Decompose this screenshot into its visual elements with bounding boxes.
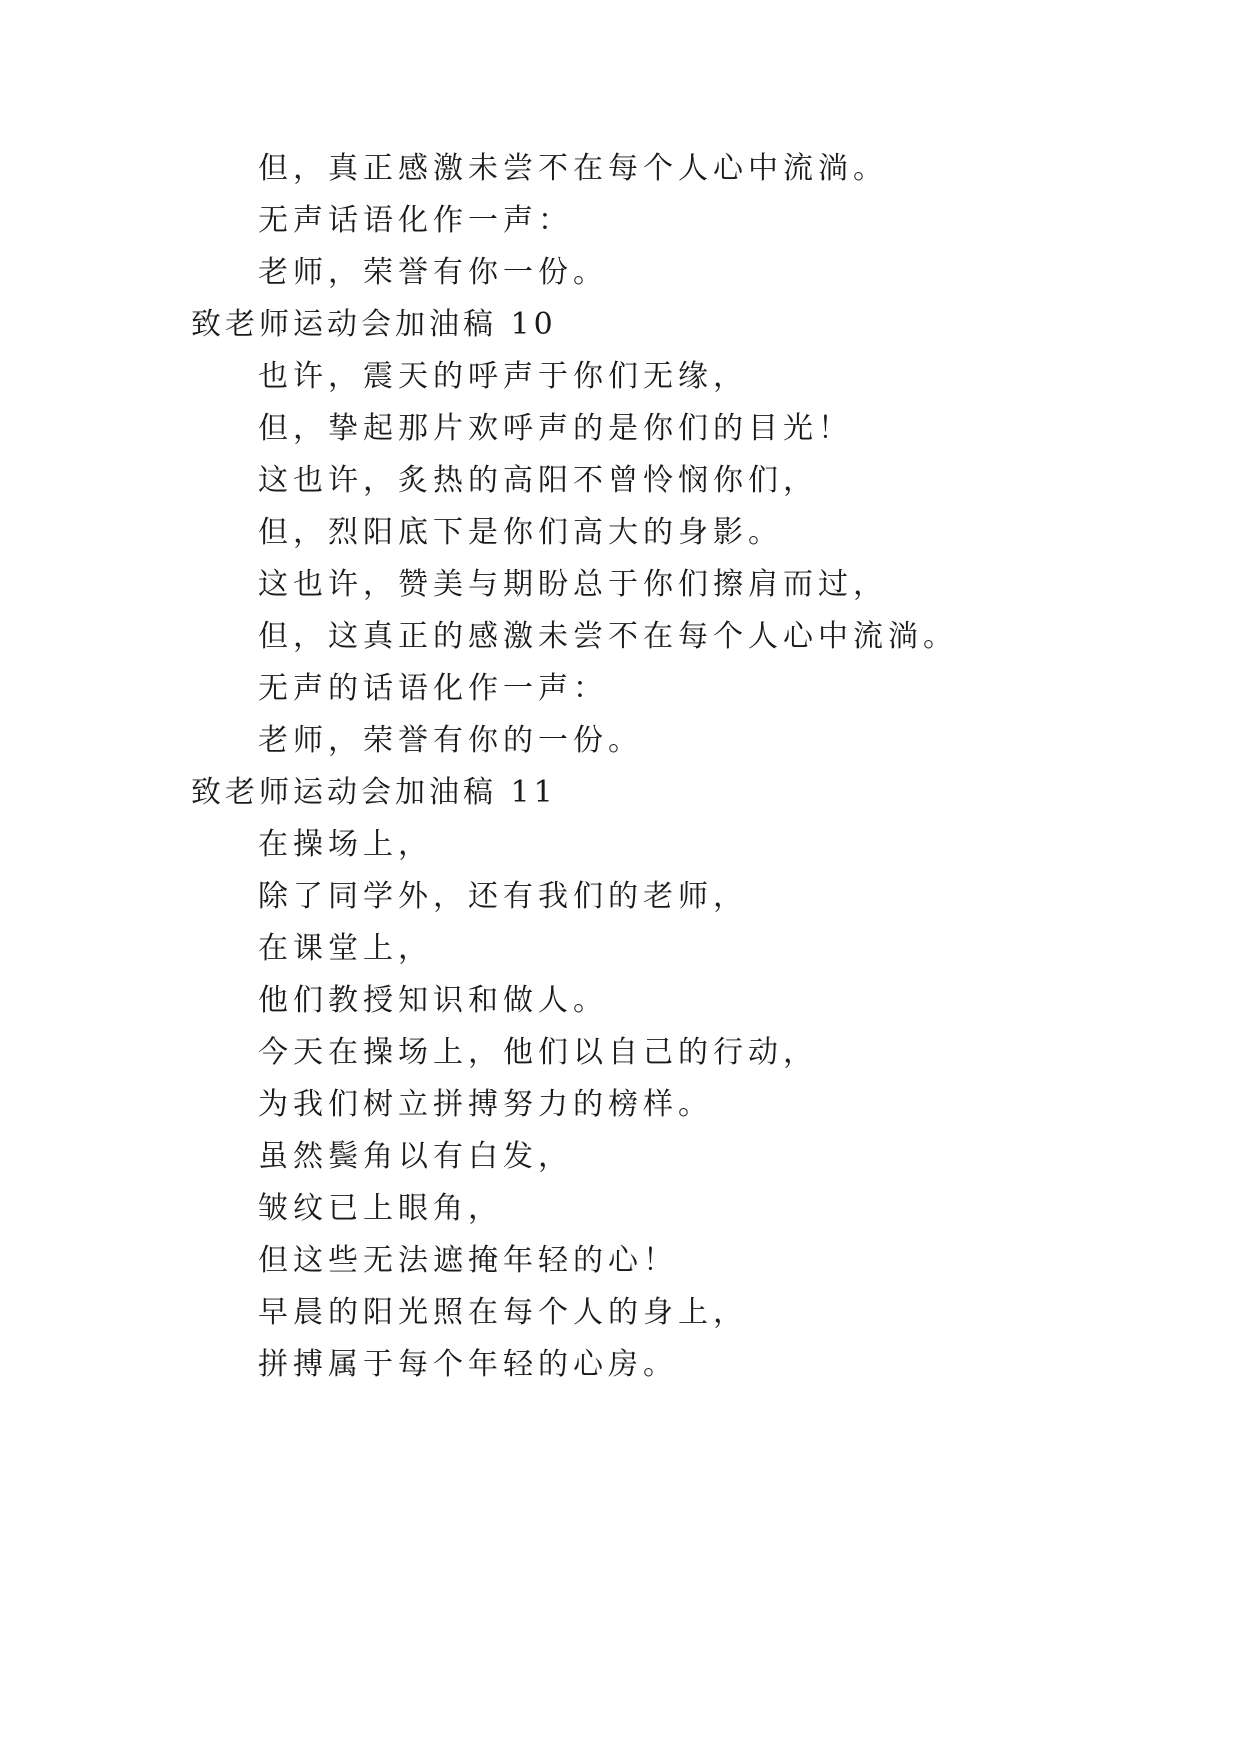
section-heading: 致老师运动会加油稿 11 bbox=[191, 775, 557, 810]
section-heading: 致老师运动会加油稿 10 bbox=[191, 307, 557, 342]
poem-line: 虽然鬓角以有白发， bbox=[258, 1139, 573, 1174]
poem-line: 这也许，赞美与期盼总于你们擦肩而过， bbox=[258, 567, 888, 602]
poem-line: 但，真正感激未尝不在每个人心中流淌。 bbox=[258, 151, 888, 186]
poem-line: 在课堂上， bbox=[258, 931, 433, 966]
poem-line: 但，挚起那片欢呼声的是你们的目光！ bbox=[258, 411, 853, 446]
poem-line: 这也许，炙热的高阳不曾怜悯你们， bbox=[258, 463, 818, 498]
poem-line: 无声话语化作一声： bbox=[258, 203, 573, 238]
poem-line: 也许，震天的呼声于你们无缘， bbox=[258, 359, 748, 394]
poem-line: 但，烈阳底下是你们高大的身影。 bbox=[258, 515, 783, 550]
poem-line: 今天在操场上，他们以自己的行动， bbox=[258, 1035, 818, 1070]
poem-line: 他们教授知识和做人。 bbox=[258, 983, 608, 1018]
poem-line: 为我们树立拼搏努力的榜样。 bbox=[258, 1087, 713, 1122]
poem-line: 但，这真正的感激未尝不在每个人心中流淌。 bbox=[258, 619, 958, 654]
poem-line: 老师，荣誉有你一份。 bbox=[258, 255, 608, 290]
poem-line: 早晨的阳光照在每个人的身上， bbox=[258, 1295, 748, 1330]
poem-line: 皱纹已上眼角， bbox=[258, 1191, 503, 1226]
poem-line: 拼搏属于每个年轻的心房。 bbox=[258, 1347, 678, 1382]
poem-line: 无声的话语化作一声： bbox=[258, 671, 608, 706]
poem-line: 老师，荣誉有你的一份。 bbox=[258, 723, 643, 758]
poem-line: 在操场上， bbox=[258, 827, 433, 862]
poem-line: 除了同学外，还有我们的老师， bbox=[258, 879, 748, 914]
poem-line: 但这些无法遮掩年轻的心！ bbox=[258, 1243, 678, 1278]
